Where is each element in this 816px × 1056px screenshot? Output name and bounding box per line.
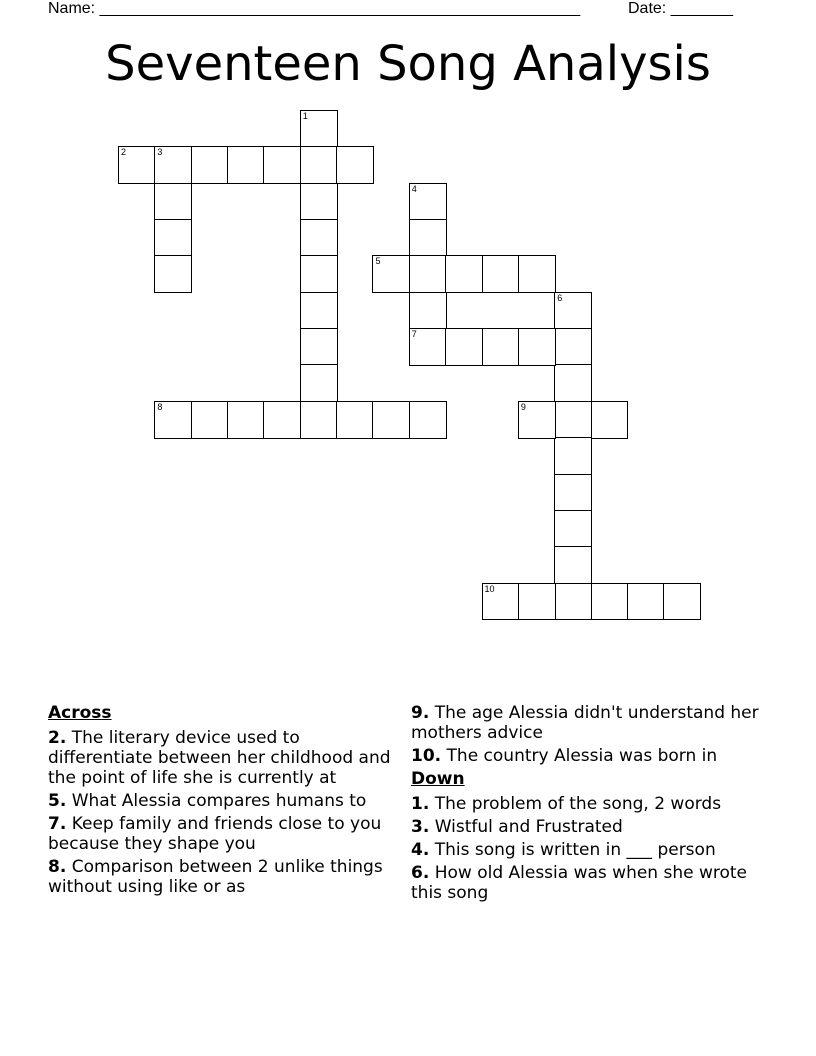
crossword-cell[interactable] — [409, 292, 447, 330]
crossword-cell[interactable] — [409, 401, 447, 439]
crossword-cell[interactable] — [482, 328, 520, 366]
cell-number: 5 — [375, 256, 381, 267]
crossword-cell[interactable] — [482, 255, 520, 293]
clue-text: Keep family and friends close to you because they shape you — [48, 814, 382, 854]
crossword-cell[interactable] — [409, 328, 447, 366]
crossword-cell[interactable] — [372, 255, 410, 293]
clue-text: The literary device used to differentiate between her childhood and the point of life she is currently at — [48, 728, 391, 788]
crossword-cell[interactable] — [591, 583, 629, 621]
clue-down-6 — [411, 863, 761, 903]
clue-number: 9. — [411, 703, 430, 723]
crossword-cell[interactable] — [554, 292, 592, 330]
crossword-cell[interactable] — [554, 510, 592, 548]
clue-number: 8. — [48, 857, 67, 877]
clue-text: Wistful and Frustrated — [434, 817, 623, 837]
cell-number: 7 — [411, 329, 417, 340]
clue-down-3 — [411, 817, 761, 837]
crossword-cell[interactable] — [445, 328, 483, 366]
crossword-cell[interactable] — [154, 401, 192, 439]
crossword-cell[interactable] — [372, 401, 410, 439]
name-field-label[interactable]: Name: ______________________________________________________ — [48, 0, 581, 17]
clue-number: 6. — [411, 863, 430, 883]
crossword-cell[interactable] — [554, 328, 592, 366]
crossword-cell[interactable] — [336, 146, 374, 184]
crossword-cell[interactable] — [300, 328, 338, 366]
clue-number: 5. — [48, 791, 67, 811]
clue-number: 4. — [411, 840, 430, 860]
down-heading: Down — [411, 769, 465, 789]
crossword-cell[interactable] — [627, 583, 665, 621]
clue-number: 7. — [48, 814, 67, 834]
clue-text: How old Alessia was when she wrote this song — [411, 863, 748, 903]
crossword-cell[interactable] — [518, 583, 556, 621]
crossword-cell[interactable] — [518, 255, 556, 293]
crossword-cell[interactable] — [118, 146, 156, 184]
crossword-cell[interactable] — [263, 146, 301, 184]
crossword-cell[interactable] — [409, 219, 447, 257]
crossword-cell[interactable] — [554, 437, 592, 475]
crossword-cell[interactable] — [518, 401, 556, 439]
crossword-cell[interactable] — [300, 292, 338, 330]
cell-number: 8 — [157, 401, 163, 412]
crossword-cell[interactable] — [227, 146, 265, 184]
crossword-cell[interactable] — [300, 364, 338, 402]
crossword-cell[interactable] — [554, 583, 592, 621]
crossword-cell[interactable] — [191, 146, 229, 184]
crossword-cell[interactable] — [300, 255, 338, 293]
crossword-cell[interactable] — [409, 255, 447, 293]
crossword-cell[interactable] — [300, 146, 338, 184]
clue-number: 3. — [411, 817, 430, 837]
crossword-cell[interactable] — [554, 364, 592, 402]
crossword-cell[interactable] — [409, 183, 447, 221]
clue-text: Comparison between 2 unlike things without using like or as — [48, 857, 383, 897]
cell-number: 6 — [557, 292, 563, 303]
clue-down-4 — [411, 840, 761, 860]
crossword-cell[interactable] — [191, 401, 229, 439]
clue-down-1 — [411, 794, 761, 814]
cell-number: 9 — [520, 401, 526, 412]
crossword-cell[interactable] — [554, 401, 592, 439]
across-heading: Across — [48, 703, 112, 723]
crossword-cell[interactable] — [154, 219, 192, 257]
crossword-cell[interactable] — [336, 401, 374, 439]
crossword-cell[interactable] — [554, 546, 592, 584]
crossword-cell[interactable] — [518, 328, 556, 366]
clue-number: 2. — [48, 728, 67, 748]
clue-text: The country Alessia was born in — [446, 746, 718, 766]
crossword-cell[interactable] — [482, 583, 520, 621]
date-field-label[interactable]: Date: _______ — [628, 0, 733, 17]
clue-across-7 — [48, 814, 394, 854]
clue-text: The age Alessia didn't understand her mothers advice — [411, 703, 759, 743]
clue-text: What Alessia compares humans to — [71, 791, 367, 811]
clue-number: 1. — [411, 794, 430, 814]
crossword-cell[interactable] — [300, 401, 338, 439]
crossword-cell[interactable] — [663, 583, 701, 621]
cell-number: 4 — [411, 183, 417, 194]
clue-across-9 — [411, 703, 761, 743]
clue-across-2 — [48, 728, 394, 788]
crossword-cell[interactable] — [300, 183, 338, 221]
clue-number: 10. — [411, 746, 442, 766]
page-title: Seventeen Song Analysis — [105, 36, 711, 92]
cell-number: 3 — [157, 147, 163, 158]
crossword-cell[interactable] — [300, 219, 338, 257]
crossword-cell[interactable] — [227, 401, 265, 439]
cell-number: 10 — [484, 583, 495, 594]
clues-left-column — [48, 703, 394, 900]
crossword-cell[interactable] — [154, 146, 192, 184]
cell-number: 2 — [121, 147, 127, 158]
clue-across-10 — [411, 746, 761, 766]
clues-right-column — [411, 703, 761, 906]
crossword-cell[interactable] — [445, 255, 483, 293]
clue-across-5 — [48, 791, 394, 811]
cell-number: 1 — [302, 111, 308, 121]
clue-text: This song is written in ___ person — [434, 840, 716, 860]
crossword-cell[interactable] — [300, 110, 338, 148]
clue-text: The problem of the song, 2 words — [434, 794, 722, 814]
crossword-cell[interactable] — [154, 255, 192, 293]
crossword-cell[interactable] — [591, 401, 629, 439]
crossword-cell[interactable] — [263, 401, 301, 439]
crossword-cell[interactable] — [154, 183, 192, 221]
clue-across-8 — [48, 857, 394, 897]
crossword-cell[interactable] — [554, 474, 592, 512]
